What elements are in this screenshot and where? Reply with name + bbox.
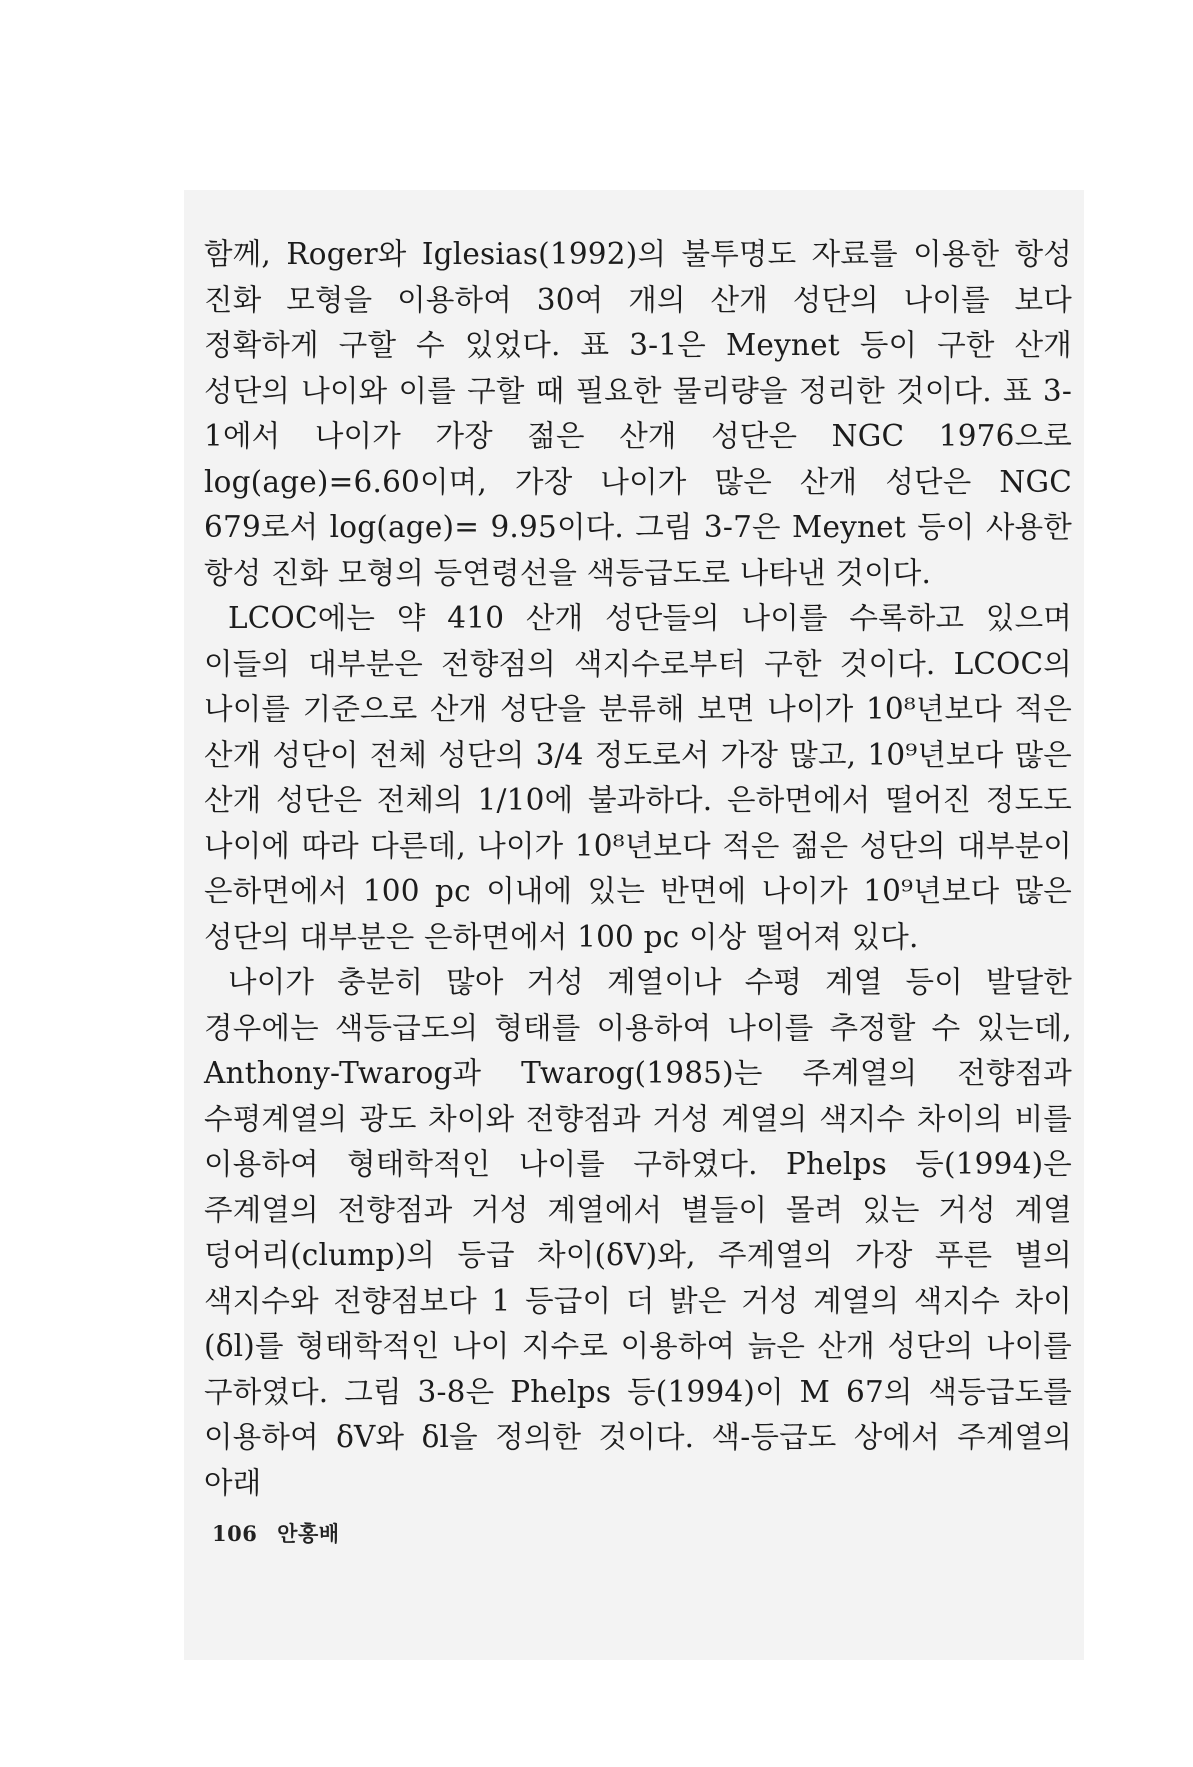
paragraph-2: LCOC에는 약 410 산개 성단들의 나이를 수록하고 있으며 이들의 대부분은 전향점의 색지수로부터 구한 것이다. LCOC의 나이를 기준으로 산개 성단을 분류해 보면 나이가 10⁸년보다 적은 산개 성단이 전체 성단의 3/4 정도로서 가장 많고, 10⁹년보다 많은 산개 성단은 전체의 1/10에 불과하다. 은하면에서 떨어진 정도도 나이에 따라 다른데, 나이가 10⁸년보다 적은 젊은 성단의 대부분이 은하면에서 100 pc 이내에 있는 반면에 나이가 10⁹년보다 많은 성단의 대부분은 은하면에서 100 pc 이상 떨어져 있다. <box>204 601 1072 954</box>
page-footer <box>212 1518 340 1548</box>
page-number: 106 <box>212 1521 258 1546</box>
paragraph-1: 함께, Roger와 Iglesias(1992)의 불투명도 자료를 이용한 항성 진화 모형을 이용하여 30여 개의 산개 성단의 나이를 보다 정확하게 구할 수 있었다. 표 3-1은 Meynet 등이 구한 산개 성단의 나이와 이를 구할 때 필요한 물리량을 정리한 것이다. 표 3-1에서 나이가 가장 젊은 산개 성단은 NGC 1976으로 log(age)=6.60이며, 가장 나이가 많은 산개 성단은 NGC 679로서 log(age)= 9.95이다. 그림 3-7은 Meynet 등이 사용한 항성 진화 모형의 등연령선을 색등급도로 나타낸 것이다. <box>204 237 1072 590</box>
body-text <box>204 232 1072 1506</box>
running-author: 안홍배 <box>277 1521 340 1546</box>
paragraph-3: 나이가 충분히 많아 거성 계열이나 수평 계열 등이 발달한 경우에는 색등급도의 형태를 이용하여 나이를 추정할 수 있는데, Anthony-Twarog과 Twarog(1985)는 주계열의 전향점과 수평계열의 광도 차이와 전향점과 거성 계열의 색지수 차이의 비를 이용하여 형태학적인 나이를 구하였다. Phelps 등(1994)은 주계열의 전향점과 거성 계열에서 별들이 몰려 있는 거성 계열 덩어리(clump)의 등급 차이(δV)와, 주계열의 가장 푸른 별의 색지수와 전향점보다 1 등급이 더 밝은 거성 계열의 색지수 차이(δl)를 형태학적인 나이 지수로 이용하여 늙은 산개 성단의 나이를 구하였다. 그림 3-8은 Phelps 등(1994)이 M 67의 색등급도를 이용하여 δV와 δl을 정의한 것이다. 색-등급도 상에서 주계열의 아래 <box>204 965 1072 1500</box>
